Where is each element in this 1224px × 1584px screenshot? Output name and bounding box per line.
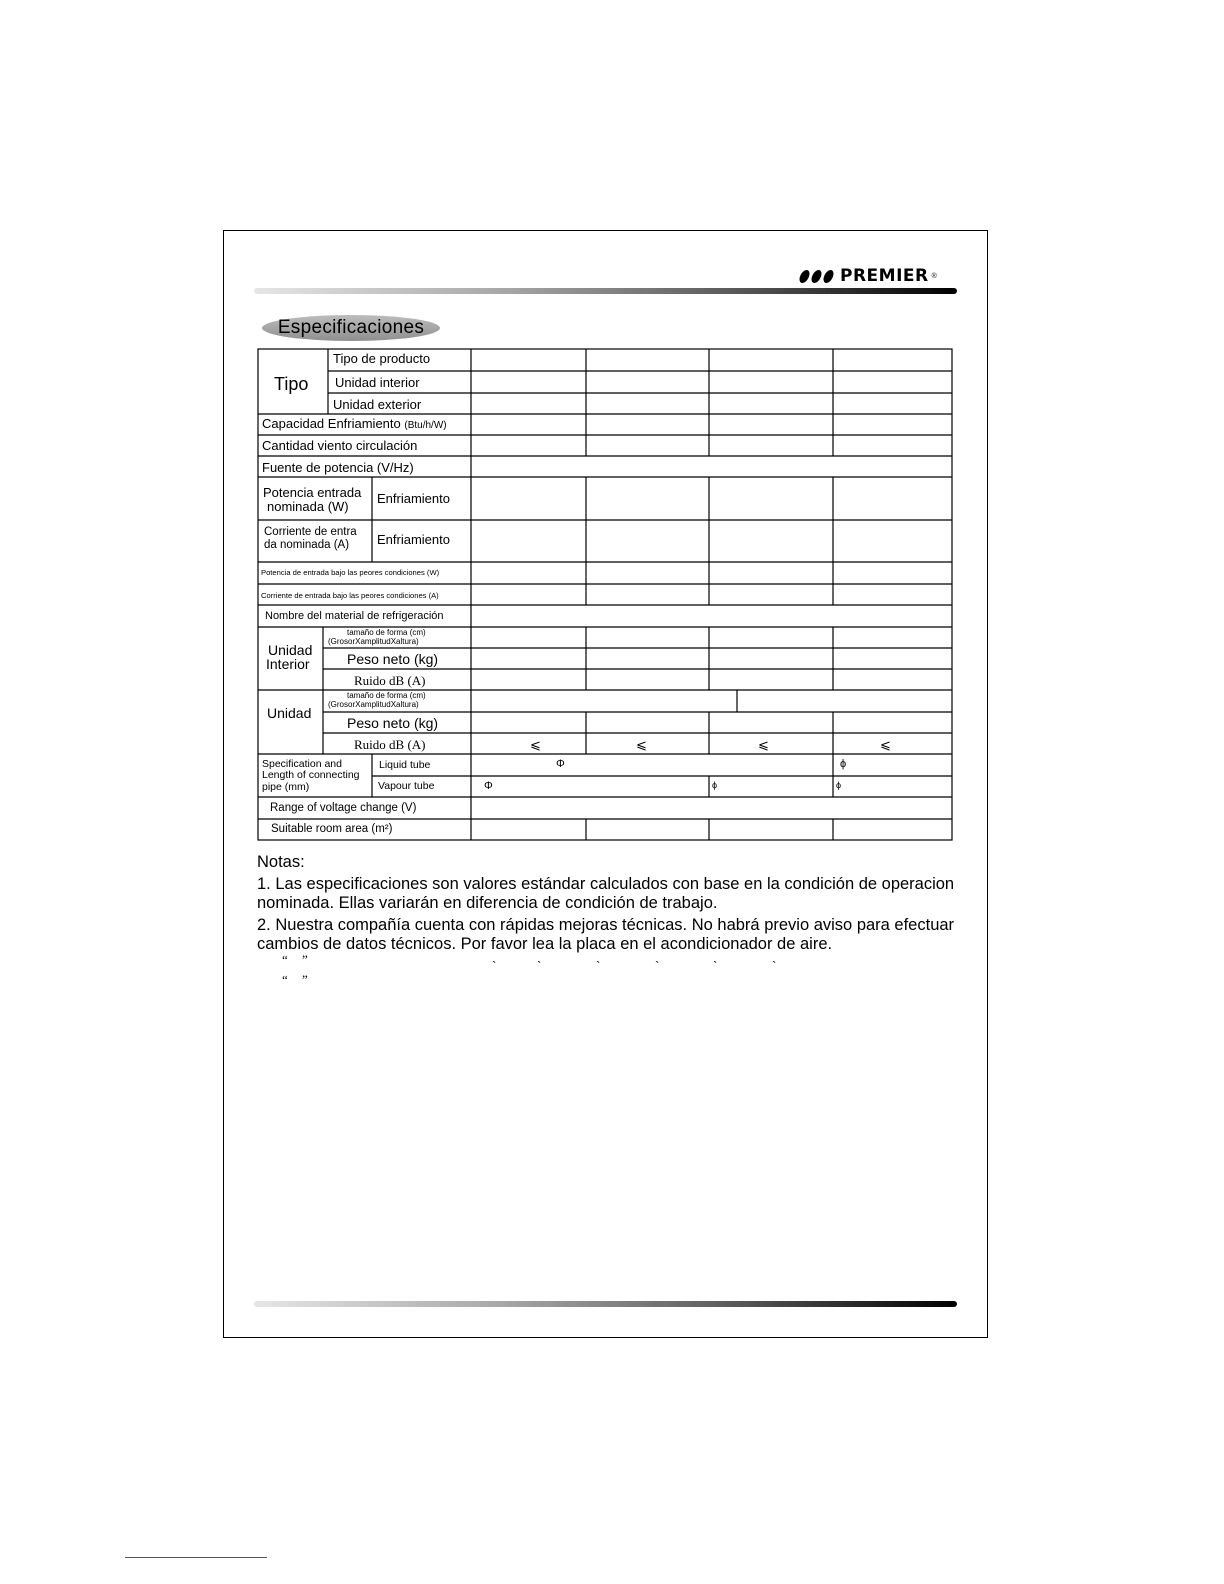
quote-open: “: [282, 952, 288, 967]
unidad-exterior-label: Unidad exterior: [333, 397, 422, 412]
capacidad-label: Capacidad Enfriamiento (Btu/h/W): [262, 416, 447, 431]
bottom-line: [125, 1557, 267, 1558]
unidad-exterior-group-label: Unidad: [267, 705, 312, 721]
potencia-entrada-label-2: nominada (W): [267, 499, 349, 514]
liquid-tube-label: Liquid tube: [379, 759, 431, 771]
ruido-ext-label: Ruido dB (A): [354, 737, 426, 752]
logo-text: PREMIER: [840, 266, 929, 286]
potencia-peores-label: Potencia de entrada bajo las peores condiciones (W): [261, 568, 440, 577]
unidad-interior-group-label-2: Interior: [266, 656, 310, 672]
fuente-potencia-label: Fuente de potencia (V/Hz): [262, 460, 414, 475]
grave-mark: ˋ: [537, 958, 542, 973]
peso-neto-ext-label: Peso neto (kg): [347, 715, 439, 731]
phi-symbol: ϕ: [712, 780, 718, 790]
grave-mark: ˋ: [492, 958, 497, 973]
le-symbol: ⩽: [758, 737, 769, 752]
phi-symbol: ϕ: [840, 758, 847, 770]
enfriamiento-label-2: Enfriamiento: [377, 532, 450, 547]
tamano-forma-label-2: (GrosorXamplitudXaltura): [328, 637, 419, 646]
material-refrigeracion-label: Nombre del material de refrigeración: [265, 610, 444, 622]
notes-heading: Notas:: [257, 853, 305, 871]
grave-mark: ˋ: [596, 958, 601, 973]
grave-mark: ˋ: [772, 958, 777, 973]
premier-logo: PREMIER ®: [800, 265, 937, 287]
unidad-interior-group-label: Unidad: [268, 642, 313, 658]
vapour-tube-label: Vapour tube: [378, 780, 435, 792]
unidad-interior-label: Unidad interior: [335, 375, 420, 390]
quote-close: ”: [302, 972, 308, 987]
enfriamiento-label: Enfriamiento: [377, 491, 450, 506]
le-symbol: ⩽: [530, 737, 541, 752]
corriente-entrada-label: Corriente de entra: [264, 526, 357, 538]
note-1: 1. Las especificaciones son valores estándar calculados con base en la condición de operacion nominada. Ellas variarán en diferencia de condición de trabajo.: [257, 875, 955, 912]
tamano-forma-label: tamaño de forma (cm): [347, 628, 426, 637]
grave-mark: ˋ: [713, 958, 718, 973]
notes-section: [257, 853, 967, 957]
le-symbol: ⩽: [636, 737, 647, 752]
range-voltage-label: Range of voltage change (V): [270, 802, 417, 814]
spec-pipe-label: Specification and: [262, 758, 342, 770]
potencia-entrada-label: Potencia entrada: [263, 485, 362, 500]
tipo-label: Tipo: [274, 374, 309, 394]
phi-symbol: Φ: [484, 780, 493, 792]
le-symbol: ⩽: [880, 737, 891, 752]
grave-mark: ˋ: [655, 958, 660, 973]
spec-pipe-label-2: Length of connecting: [262, 769, 360, 781]
ruido-label: Ruido dB (A): [354, 673, 426, 688]
tamano-forma-ext-label: tamaño de forma (cm): [347, 691, 426, 700]
corriente-peores-label: Corriente de entrada bajo las peores condiciones (A): [261, 591, 439, 600]
peso-neto-label: Peso neto (kg): [347, 651, 439, 667]
corriente-entrada-label-2: da nominada (A): [264, 539, 350, 551]
footer-rule: [254, 1301, 957, 1307]
tipo-producto-label: Tipo de producto: [333, 351, 431, 366]
tamano-forma-ext-label-2: (GrosorXamplitudXaltura): [328, 700, 419, 709]
spec-pipe-label-3: pipe (mm): [262, 781, 310, 793]
section-title: Especificaciones: [262, 315, 440, 341]
note-2: 2. Nuestra compañía cuenta con rápidas mejoras técnicas. No habrá previo aviso para efectuar cambios de datos técnicos. Por favor lea la placa en el acondicionador de aire.: [257, 916, 955, 953]
quote-close: ”: [302, 952, 308, 967]
phi-symbol: ϕ: [836, 780, 842, 790]
cantidad-viento-label: Cantidad viento circulación: [262, 438, 418, 453]
room-area-label: Suitable room area (m²): [271, 823, 393, 835]
phi-symbol: Φ: [556, 758, 565, 770]
quote-open: “: [282, 972, 288, 987]
